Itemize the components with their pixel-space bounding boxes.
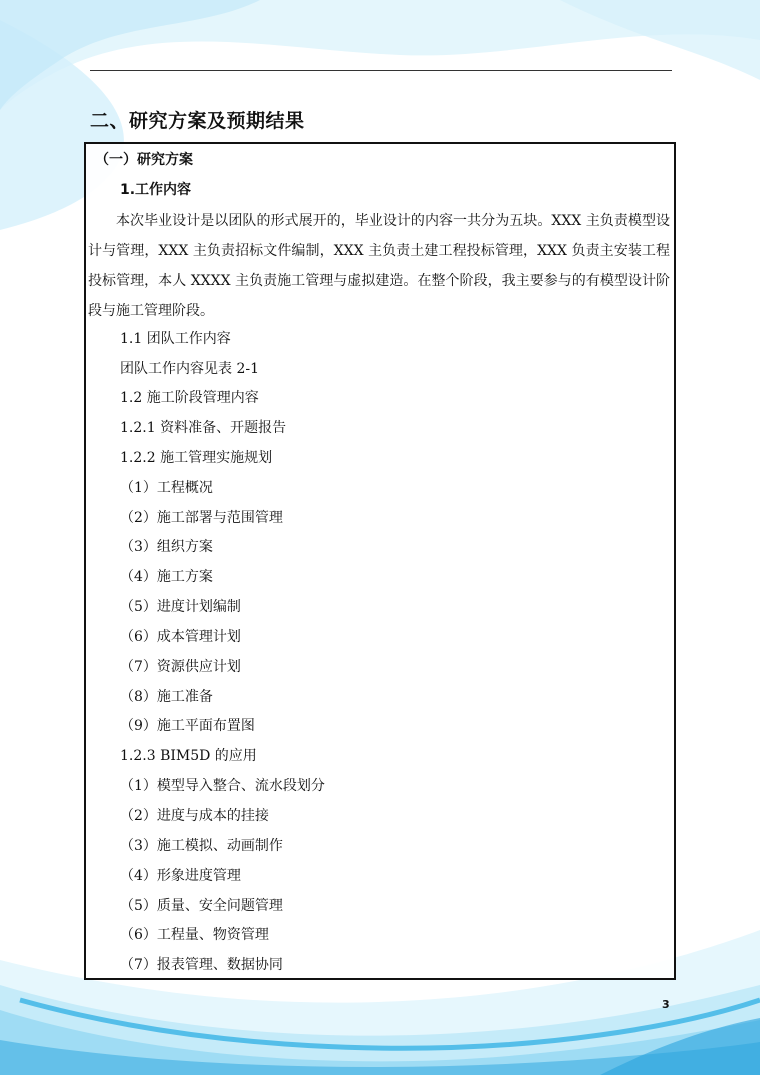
list-item: （6）成本管理计划 [120, 629, 241, 645]
list-item: （9）施工平面布置图 [120, 718, 255, 734]
list-item: （8）施工准备 [120, 689, 213, 705]
list-item: （5）进度计划编制 [120, 599, 241, 615]
list-item: 1.2.3 BIM5D 的应用 [120, 748, 257, 764]
intro-paragraph: 本次毕业设计是以团队的形式展开的，毕业设计的内容一共分为五块。XXX 主负责模型设计与管理，XXX 主负责招标文件编制，XXX 主负责土建工程投标管理，XXX 负责主安装工程投标管理，本人 XXXX 主负责施工管理与虚拟建造。在整个阶段，我主要参与的有模型设计阶段与施工管理阶段。 [88, 213, 670, 319]
subsection-title: （一）研究方案 [95, 152, 193, 168]
list-item: （2）进度与成本的挂接 [120, 808, 269, 824]
list-item: （4）形象进度管理 [120, 868, 241, 884]
list-item: （1）模型导入整合、流水段划分 [120, 778, 325, 794]
list-item: 1.1 团队工作内容 [120, 331, 231, 347]
list-item: （1）工程概况 [120, 480, 213, 496]
list-item: （6）工程量、物资管理 [120, 927, 269, 943]
list-item: 团队工作内容见表 2-1 [120, 361, 259, 377]
list-item: 1.2.1 资料准备、开题报告 [120, 420, 287, 436]
page-number: 3 [662, 998, 670, 1011]
heading-work-content: 1.工作内容 [120, 182, 192, 198]
list-item: （3）施工模拟、动画制作 [120, 838, 283, 854]
section-title: 二、研究方案及预期结果 [90, 110, 305, 132]
list-item: 1.2 施工阶段管理内容 [120, 390, 259, 406]
list-item: （2）施工部署与范围管理 [120, 510, 283, 526]
list-item: （7）资源供应计划 [120, 659, 241, 675]
list-item: （4）施工方案 [120, 569, 213, 585]
header-rule [90, 70, 672, 71]
list-item: （3）组织方案 [120, 539, 213, 555]
list-item: （7）报表管理、数据协同 [120, 957, 283, 973]
list-item: （5）质量、安全问题管理 [120, 898, 283, 914]
list-item: 1.2.2 施工管理实施规划 [120, 450, 273, 466]
